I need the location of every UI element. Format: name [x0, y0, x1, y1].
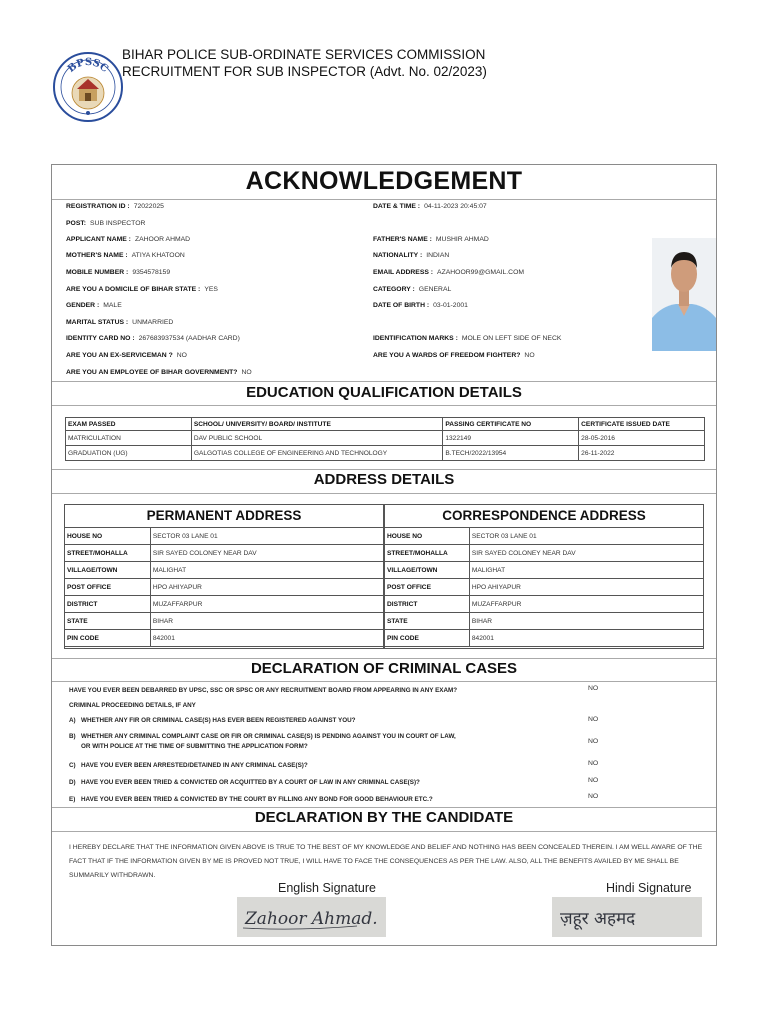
table-cell: MATRICULATION — [66, 431, 192, 446]
table-cell: B.TECH/2022/13954 — [443, 446, 579, 461]
nationality-field: NATIONALITY : INDIAN — [373, 252, 450, 259]
hindi-signature-label: Hindi Signature — [606, 881, 692, 895]
table-cell: GRADUATION (UG) — [66, 446, 192, 461]
table-header-row — [66, 418, 705, 431]
svg-text:BPSSC: BPSSC — [65, 56, 111, 75]
divider — [52, 681, 716, 682]
answer-e: NO — [588, 793, 599, 800]
table-row — [66, 431, 705, 446]
column-header: PASSING CERTIFICATE NO — [443, 418, 579, 431]
divider — [52, 469, 716, 470]
question-d: D) HAVE YOU EVER BEEN TRIED & CONVICTED OR ACQUITTED BY A COURT OF LAW IN ANY CRIMINAL CASE(S)? — [69, 779, 420, 786]
gender-field: GENDER : MALE — [66, 302, 122, 309]
education-section-title: EDUCATION QUALIFICATION DETAILS — [246, 384, 522, 401]
permanent-address-box — [64, 504, 384, 649]
debarred-answer: NO — [588, 685, 599, 692]
mobile-number-field: MOBILE NUMBER : 9354578159 — [66, 269, 171, 276]
date-of-birth-field: DATE OF BIRTH : 03-01-2001 — [373, 302, 468, 309]
fathers-name-field: FATHER'S NAME : MUSHIR AHMAD — [373, 236, 489, 243]
divider — [52, 493, 716, 494]
column-header: EXAM PASSED — [66, 418, 192, 431]
divider — [52, 658, 716, 659]
address-section-title: ADDRESS DETAILS — [313, 471, 455, 488]
domicile-field: ARE YOU A DOMICILE OF BIHAR STATE : YES — [66, 286, 218, 293]
govt-employee-field: ARE YOU AN EMPLOYEE OF BIHAR GOVERNMENT? NO — [66, 369, 252, 376]
hindi-signature-image — [552, 897, 702, 937]
criminal-proceeding-label: CRIMINAL PROCEEDING DETAILS, IF ANY — [69, 702, 196, 709]
table-row: HOUSE NO SECTOR 03 LANE 01 — [65, 528, 384, 545]
table-row: PIN CODE 842001 — [65, 630, 384, 647]
category-field: CATEGORY : GENERAL — [373, 286, 452, 293]
post-field: POST: SUB INSPECTOR — [66, 220, 146, 227]
correspondence-address-box — [384, 504, 704, 649]
mothers-name-field: MOTHER'S NAME : ATIYA KHATOON — [66, 252, 185, 259]
divider — [52, 199, 716, 200]
education-table — [65, 417, 705, 461]
column-header: SCHOOL/ UNIVERSITY/ BOARD/ INSTITUTE — [191, 418, 443, 431]
correspondence-address-table — [384, 527, 704, 647]
table-row: POST OFFICE HPO AHIYAPUR — [65, 579, 384, 596]
table-row: STREET/MOHALLA SIR SAYED COLONEY NEAR DAV — [65, 545, 384, 562]
declaration-text: I HEREBY DECLARE THAT THE INFORMATION GIVEN ABOVE IS TRUE TO THE BEST OF MY KNOWLEDGE AND BELIEF AND NOTHING HAS BEEN CONCEALED THEREIN. I AM WELL AWARE OF THE FACT THAT IF THE INFORMATION GIVEN BY ME IS PROVED NOT TRUE, I WILL HAVE TO FACE THE CONSEQUENCES AS PER THE LAW. ALSO, ALL THE BENEFITS AVAILED BY ME SHALL BE SUMMARILY WITHDRAWN. — [69, 844, 703, 879]
ex-serviceman-field: ARE YOU AN EX-SERVICEMAN ? NO — [66, 352, 187, 359]
date-time-field: DATE & TIME : 04-11-2023 20:45:07 — [373, 203, 487, 210]
debarred-question: HAVE YOU EVER BEEN DEBARRED BY UPSC, SSC OR SPSC OR ANY RECRUITMENT BOARD FROM APPEARING IN ANY EXAM? — [69, 687, 458, 694]
candidate-section-title: DECLARATION BY THE CANDIDATE — [254, 809, 514, 826]
table-cell: 28-05-2016 — [579, 431, 705, 446]
question-a: A) WHETHER ANY FIR OR CRIMINAL CASE(S) HAS EVER BEEN REGISTERED AGAINST YOU? — [69, 717, 356, 724]
table-row: DISTRICT MUZAFFARPUR — [65, 596, 384, 613]
table-row: STATE BIHAR — [65, 613, 384, 630]
applicant-name-field: APPLICANT NAME : ZAHOOR AHMAD — [66, 236, 191, 243]
answer-d: NO — [588, 777, 599, 784]
divider — [52, 807, 716, 808]
bpssc-logo — [52, 51, 124, 123]
page-title: ACKNOWLEDGEMENT — [245, 167, 523, 195]
table-row: STREET/MOHALLA SIR SAYED COLONEY NEAR DAV — [385, 545, 704, 562]
divider — [52, 381, 716, 382]
acknowledgement-form — [51, 164, 717, 946]
table-row: STATE BIHAR — [385, 613, 704, 630]
table-row: DISTRICT MUZAFFARPUR — [385, 596, 704, 613]
permanent-address-table — [64, 527, 384, 647]
registration-id-field: REGISTRATION ID : 72022025 — [66, 203, 164, 210]
criminal-section-title: DECLARATION OF CRIMINAL CASES — [250, 660, 518, 677]
answer-a: NO — [588, 716, 599, 723]
svg-text:Zahoor Ahmad.: Zahoor Ahmad. — [245, 909, 378, 929]
svg-text:ज़हूर अहमद: ज़हूर अहमद — [560, 909, 636, 929]
identity-card-field: IDENTITY CARD NO : 267683937534 (AADHAR CARD) — [66, 335, 240, 342]
table-cell: 1322149 — [443, 431, 579, 446]
table-cell: DAV PUBLIC SCHOOL — [191, 431, 443, 446]
divider — [52, 405, 716, 406]
table-row: PIN CODE 842001 — [385, 630, 704, 647]
marital-status-field: MARITAL STATUS : UNMARRIED — [66, 319, 174, 326]
table-row: VILLAGE/TOWN MALIGHAT — [65, 562, 384, 579]
divider — [52, 831, 716, 832]
header-commission-name: BIHAR POLICE SUB-ORDINATE SERVICES COMMISSION — [122, 47, 486, 62]
permanent-address-title: PERMANENT ADDRESS — [146, 508, 302, 523]
answer-b: NO — [588, 738, 599, 745]
english-signature-label: English Signature — [278, 881, 376, 895]
table-cell: GALGOTIAS COLLEGE OF ENGINEERING AND TECHNOLOGY — [191, 446, 443, 461]
table-row: VILLAGE/TOWN MALIGHAT — [385, 562, 704, 579]
answer-c: NO — [588, 760, 599, 767]
english-signature-image — [237, 897, 386, 937]
correspondence-address-title: CORRESPONDENCE ADDRESS — [442, 508, 646, 523]
email-address-field: EMAIL ADDRESS : AZAHOOR99@GMAIL.COM — [373, 269, 525, 276]
column-header: CERTIFICATE ISSUED DATE — [579, 418, 705, 431]
question-c: C) HAVE YOU EVER BEEN ARRESTED/DETAINED IN ANY CRIMINAL CASE(S)? — [69, 762, 308, 769]
applicant-photo — [652, 238, 716, 351]
table-cell: 26-11-2022 — [579, 446, 705, 461]
identification-marks-field: IDENTIFICATION MARKS : MOLE ON LEFT SIDE OF NECK — [373, 335, 562, 342]
table-row — [66, 446, 705, 461]
question-b: B) WHETHER ANY CRIMINAL COMPLAINT CASE OR FIR OR CRIMINAL CASE(S) IS PENDING AGAINST YOU IN COURT OF LAW, OR WITH POLICE AT THE TIME OF SUBMITTING THE APPLICATION FORM? — [69, 733, 456, 750]
table-row: POST OFFICE HPO AHIYAPUR — [385, 579, 704, 596]
freedom-fighter-field: ARE YOU A WARDS OF FREEDOM FIGHTER? NO — [373, 352, 535, 359]
table-row: HOUSE NO SECTOR 03 LANE 01 — [385, 528, 704, 545]
question-e: E) HAVE YOU EVER BEEN TRIED & CONVICTED BY THE COURT BY FILLING ANY BOND FOR GOOD BEHAVIOUR ETC.? — [69, 796, 433, 803]
header-recruitment-title: RECRUITMENT FOR SUB INSPECTOR (Advt. No. 02/2023) — [122, 64, 487, 79]
